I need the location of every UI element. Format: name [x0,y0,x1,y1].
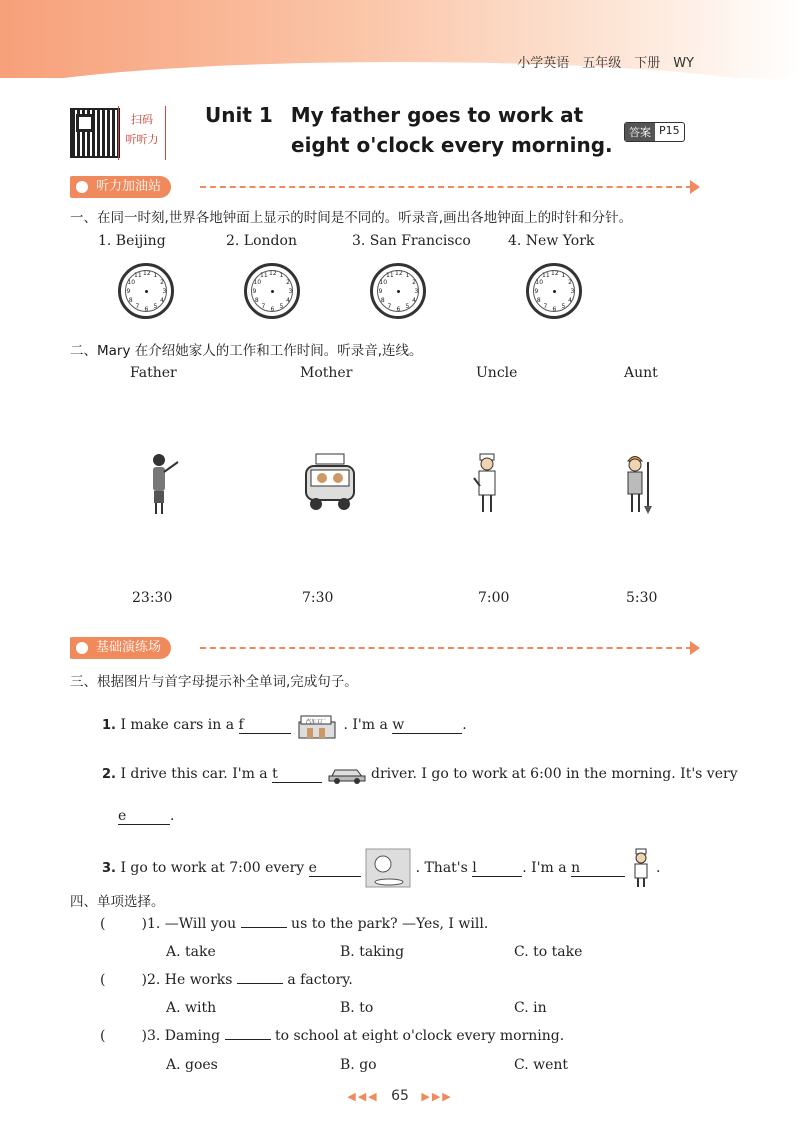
clock-numeral: 7 [543,303,548,311]
mc-option-3c[interactable]: C. went [514,1057,569,1073]
clock-numeral: 1 [153,271,158,279]
doctor-figure-icon[interactable] [470,452,504,516]
clock-numeral: 1 [405,271,410,279]
time-option-3[interactable]: 7:00 [478,590,510,606]
clock-numeral: 12 [143,269,151,277]
page-footer [0,1088,800,1104]
evening-moon-icon [365,848,411,888]
prev-arrows-icon: ◀◀◀ [347,1090,379,1103]
clock-face-san-francisco[interactable] [370,263,426,319]
arrow-icon [690,641,700,655]
scan-label [118,106,166,160]
city-label-4: 4. New York [508,233,595,249]
person-aunt[interactable]: Aunt [624,365,658,381]
clock-numeral: 6 [552,305,557,313]
clock-face-london[interactable] [244,263,300,319]
question-2-instruction: 二、Mary 在介绍她家人的工作和工作时间。听录音,连线。 [70,343,423,359]
clock-numeral: 10 [535,278,544,286]
question-3-instruction: 三、根据图片与首字母提示补全单词,完成句子。 [70,674,358,690]
scan-label-line2: 听听力 [125,133,159,146]
section-divider [200,647,692,649]
clock-numeral: 11 [260,271,268,279]
clock-numeral: 4 [286,296,290,304]
mc-option-3b[interactable]: B. go [340,1057,377,1073]
clock-face-beijing[interactable] [118,263,174,319]
clock-numeral: 7 [135,303,140,311]
factory-sign-text: 汽车工厂 [305,719,326,725]
clock-numeral: 6 [144,305,149,313]
section-divider [200,186,692,188]
clock-numeral: 4 [160,296,164,304]
mc-blank-2 [237,983,283,984]
title-line1: My father goes to work at [290,103,584,127]
mc-item-1: ( )1. —Will you us to the park? —Yes, I will. [100,916,489,932]
arrow-icon [690,180,700,194]
question-4-instruction: 四、单项选择。 [70,894,165,910]
clock-numeral: 5 [153,303,158,311]
city-label-2: 2. London [226,233,297,249]
clock-numeral: 12 [551,269,559,277]
scan-label-line1: 扫码 [131,113,153,126]
qr-code-icon[interactable] [70,108,120,158]
clock-numeral: 2 [160,278,164,286]
time-option-2[interactable]: 7:30 [302,590,334,606]
time-option-4[interactable]: 5:30 [626,590,658,606]
sentence-1: 1. I make cars in a f 汽车工厂 . I'm a w . [102,710,467,740]
mc-blank-3 [225,1039,271,1040]
clock-numeral: 11 [134,271,142,279]
mc-option-2a[interactable]: A. with [166,1000,217,1016]
city-label-3: 3. San Francisco [352,233,471,249]
clock-numeral: 5 [405,303,410,311]
taxi-drivers-icon[interactable] [302,452,358,514]
clock-numeral: 9 [126,287,131,295]
blank-worker[interactable]: w [392,717,462,734]
clock-numeral: 11 [542,271,550,279]
clock-numeral: 8 [128,296,133,304]
clock-numeral: 8 [254,296,259,304]
clock-numeral: 10 [379,278,388,286]
blank-evening[interactable]: e [309,860,361,877]
blank-taxi[interactable]: t [272,766,322,783]
mc-option-1b[interactable]: B. taking [340,944,405,960]
clock-numeral: 10 [127,278,136,286]
clock-numeral: 3 [288,287,293,295]
clock-numeral: 12 [395,269,403,277]
clock-numeral: 2 [568,278,572,286]
clock-numeral: 3 [570,287,575,295]
worker-figure-icon[interactable] [620,452,656,516]
blank-late[interactable]: l [472,860,522,877]
unit-number: Unit 1 [205,103,273,127]
clock-numeral: 5 [561,303,566,311]
mc-blank-1 [241,927,287,928]
clock-numeral: 9 [378,287,383,295]
clock-numeral: 4 [412,296,416,304]
person-uncle[interactable]: Uncle [476,365,518,381]
section-title: 听力加油站 [70,176,171,198]
section-title: 基础演练场 [70,637,171,659]
answer-badge [624,122,685,142]
mc-option-1c[interactable]: C. to take [514,944,583,960]
mc-option-2c[interactable]: C. in [514,1000,547,1016]
mc-option-3a[interactable]: A. goes [166,1057,218,1073]
blank-factory[interactable]: f [239,717,291,734]
section-header-listening [70,176,700,198]
clock-numeral: 12 [269,269,277,277]
clock-numeral: 8 [380,296,385,304]
page-number: 65 [391,1088,409,1104]
teacher-figure-icon[interactable] [142,452,182,518]
clock-numeral: 4 [568,296,572,304]
clock-numeral: 5 [279,303,284,311]
title-line2: eight o'clock every morning. [291,133,613,157]
section-header-practice [70,637,700,659]
clock-numeral: 9 [534,287,539,295]
sentence-2: 2. I drive this car. I'm a t driver. I go to work at 6:00 in the morning. It's very [102,766,738,782]
clock-numeral: 7 [387,303,392,311]
sentence-2-continued: e . [118,808,175,824]
city-label-1: 1. Beijing [98,233,166,249]
question-1-instruction: 一、在同一时刻,世界各地钟面上显示的时间是不同的。听录音,画出各地钟面上的时针和分针。 [70,210,633,226]
clock-numeral: 3 [162,287,167,295]
sentence-3: 3. I go to work at 7:00 every e . That's l . I'm a n . [102,848,660,888]
person-father[interactable]: Father [130,365,177,381]
person-mother[interactable]: Mother [300,365,353,381]
clock-numeral: 2 [412,278,416,286]
page-title [205,100,613,160]
answer-page: P15 [659,124,680,137]
taxi-icon [327,764,367,784]
blank-nurse[interactable]: n [571,860,625,877]
clock-numeral: 2 [286,278,290,286]
clock-numeral: 1 [279,271,284,279]
clock-numeral: 9 [252,287,257,295]
mc-option-2b[interactable]: B. to [340,1000,374,1016]
book-info: 小学英语 五年级 下册 WY [517,56,694,71]
answer-label: 答案 [625,123,655,141]
next-arrows-icon: ▶▶▶ [421,1090,453,1103]
mc-item-2: ( )2. He works a factory. [100,972,353,988]
clock-numeral: 1 [561,271,566,279]
blank-early[interactable]: e [118,808,170,825]
mc-item-3: ( )3. Daming to school at eight o'clock every morning. [100,1028,565,1044]
factory-icon [295,710,339,740]
time-option-1[interactable]: 23:30 [132,590,173,606]
clock-numeral: 3 [414,287,419,295]
clock-numeral: 7 [261,303,266,311]
clock-numeral: 10 [253,278,262,286]
clock-numeral: 8 [536,296,541,304]
clock-face-new-york[interactable] [526,263,582,319]
clock-numeral: 11 [386,271,394,279]
mc-option-1a[interactable]: A. take [166,944,216,960]
clock-numeral: 6 [396,305,401,313]
nurse-icon [630,848,652,888]
clock-numeral: 6 [270,305,275,313]
